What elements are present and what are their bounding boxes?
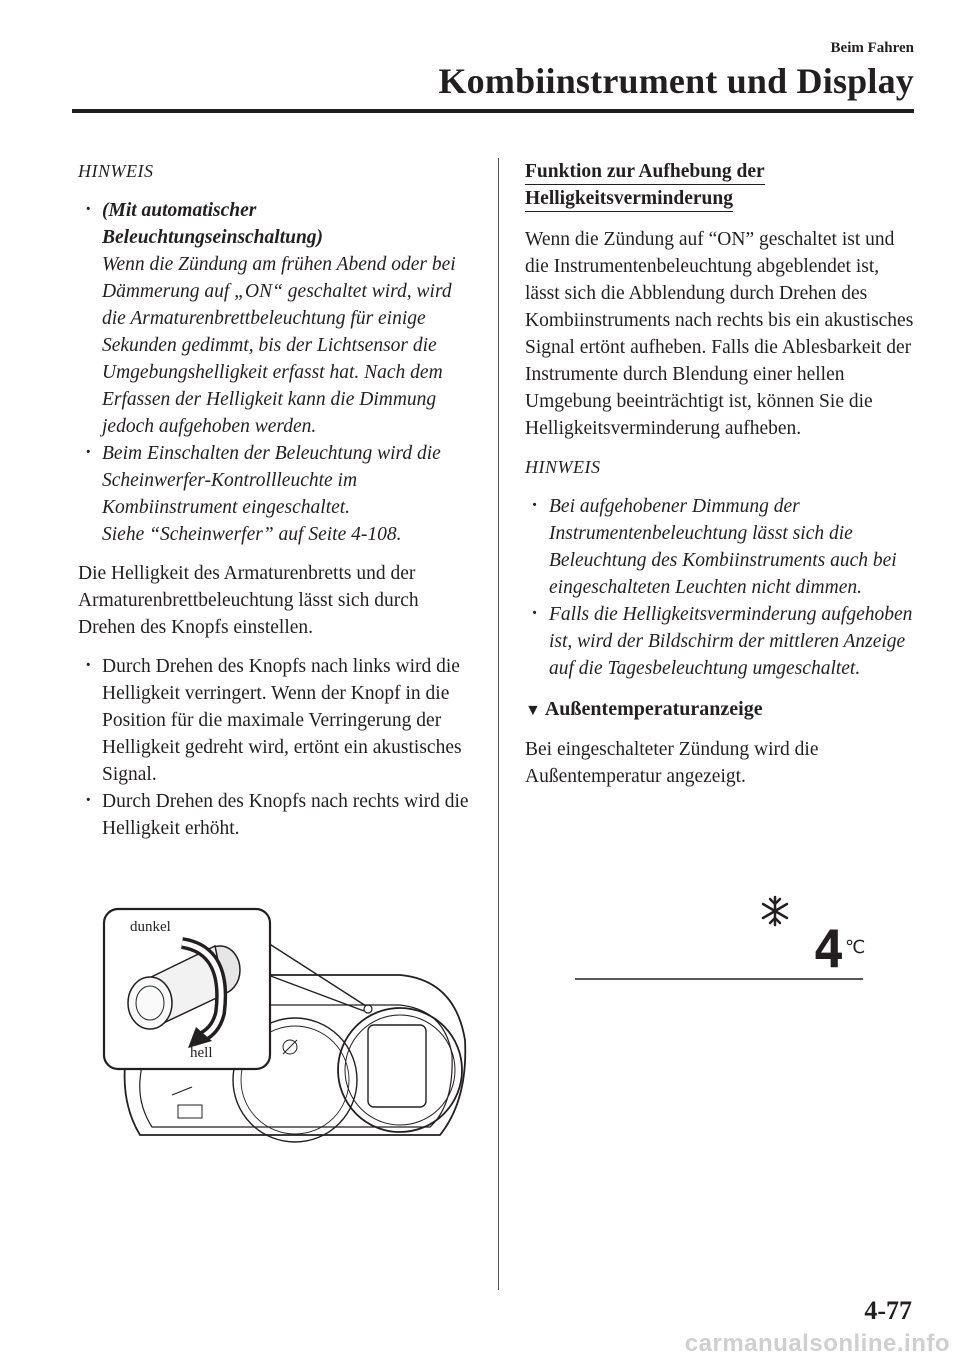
subheading: Funktion zur Aufhebung der xyxy=(525,159,765,185)
list-item: · Durch Drehen des Knopfs nach rechts wird die Helligkeit erhöht. xyxy=(78,788,478,842)
note-heading: HINWEIS xyxy=(78,161,154,181)
page-number: 4-77 xyxy=(864,1296,912,1325)
outside-temperature-display xyxy=(575,895,865,995)
column-divider xyxy=(498,158,499,1290)
paragraph: Wenn die Zündung auf “ON” geschaltet ist und die Instrumentenbeleuchtung abgeblendet ist, lässt sich die Abblendung durch Drehen des Kombiinstruments nach rechts bis ein akustisches Signal ertönt aufheben. Falls die Ablesbarkeit der Instrumente durch Blendung einer hellen Umgebung beeinträchtigt ist, können Sie die Helligkeitsverminderung aufheben. xyxy=(525,229,914,439)
dimmer-knob-illustration xyxy=(100,905,470,1155)
left-column xyxy=(78,158,478,854)
paragraph: Die Helligkeit des Armaturenbretts und der Armaturenbrettbeleuchtung lässt sich durch Drehen des Knopfs einstellen. xyxy=(78,563,419,638)
paragraph: Bei eingeschalteter Zündung wird die Außentemperatur angezeigt. xyxy=(525,739,819,787)
header-rule xyxy=(72,109,914,113)
page-reference: Siehe “Scheinwerfer” auf Seite 4-108. xyxy=(102,524,402,545)
note-item-title: · (Mit automatischer Beleuchtungseinschaltung) xyxy=(102,200,324,248)
page-title: Kombiinstrument und Display xyxy=(438,61,914,101)
label-hell: hell xyxy=(190,1045,213,1061)
right-column xyxy=(525,158,915,802)
snowflake-icon xyxy=(763,897,787,925)
bullet-list xyxy=(78,653,478,842)
header-section: Beim Fahren xyxy=(830,40,914,56)
note-list xyxy=(78,197,478,548)
note-item: · Bei aufgehobener Dimmung der Instrumentenbeleuchtung lässt sich die Beleuchtung des Kombiinstruments auch bei eingeschalteten Leuchten nicht dimmen. xyxy=(525,493,915,601)
subheading: Helligkeitsverminderung xyxy=(525,186,733,212)
temperature-unit: ℃ xyxy=(845,937,865,958)
note-list xyxy=(525,493,915,682)
note-item xyxy=(78,440,478,548)
note-item xyxy=(78,197,478,440)
label-dunkel: dunkel xyxy=(130,919,171,935)
triangle-marker-icon: ▼ xyxy=(525,702,541,719)
watermark: carmanualsonline.info xyxy=(684,1330,950,1357)
temperature-value: 4 xyxy=(813,920,845,980)
list-item: · Durch Drehen des Knopfs nach links wird die Helligkeit verringert. Wenn der Knopf in die Position für die maximale Verringerung der Helligkeit gedreht wird, ertönt ein akustisches Signal. xyxy=(78,653,478,788)
note-item: · Falls die Helligkeitsverminderung aufgehoben ist, wird der Bildschirm der mittleren Anzeige auf die Tagesbeleuchtung umgeschaltet. xyxy=(525,601,915,682)
note-item-text: · Beim Einschalten der Beleuchtung wird die Scheinwerfer-Kontrollleuchte im Kombiinstrument eingeschaltet. xyxy=(102,443,441,518)
section-title: Außentemperaturanzeige xyxy=(544,698,763,720)
note-item-text: Wenn die Zündung am frühen Abend oder bei Dämmerung auf „ON“ geschaltet wird, wird die Armaturenbrettbeleuchtung für einige Sekunden gedimmt, bis der Lichtsensor die Umgebungshelligkeit erfasst hat. Nach dem Erfassen der Helligkeit kann die Dimmung jedoch aufgehoben werden. xyxy=(102,254,456,437)
section-heading xyxy=(525,696,915,724)
note-heading: HINWEIS xyxy=(525,457,601,477)
